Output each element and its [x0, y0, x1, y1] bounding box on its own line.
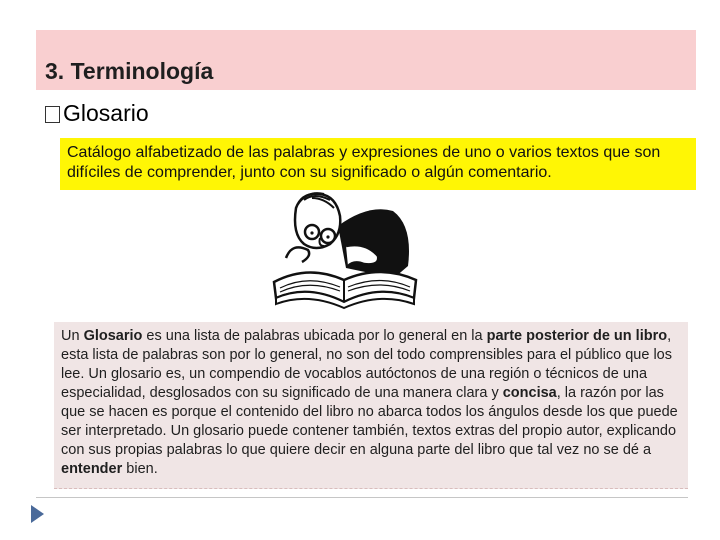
man-reading-book-icon: [268, 186, 420, 312]
body-bold-term: concisa: [502, 385, 557, 401]
definition-box: [60, 138, 696, 190]
body-text-run: , esta lista de palabras son por lo general, no son del todo comprensibles para el público que los lee. Un glosario es, un compendio de vocablos autóctonos de una región o técnicos de una especialidad, desglosados con su significado de una manera clara y: [61, 328, 672, 401]
title-band: [36, 30, 696, 90]
body-bold-term: entender: [61, 461, 123, 477]
bullet-item-glosario: [45, 100, 149, 127]
bullet-label: Glosario: [63, 100, 149, 126]
body-text-run: Un: [61, 328, 84, 344]
body-bold-term: Glosario: [83, 328, 143, 344]
body-text-box: [54, 322, 688, 489]
triangle-arrow-icon: [31, 505, 44, 523]
body-text-run: es una lista de palabras ubicada por lo general en la: [142, 328, 487, 344]
definition-text: Catálogo alfabetizado de las palabras y expresiones de uno o varios textos que son difíciles de comprender, junto con su significado o algún comentario.: [67, 144, 661, 181]
body-text-run: , la razón por las que se hacen es porque el contenido del libro no abarca todos los ángulos desde los que puede ser interpretado. Un glosario puede contener también, textos extras del propio autor, explicando con sus propias palabras lo que quiere decir en alguna parte del libro que tal vez no se dé a: [61, 385, 678, 458]
body-text-run: bien.: [122, 461, 158, 477]
square-bullet-icon: [45, 106, 60, 123]
body-paragraph: [61, 327, 681, 479]
slide-title: 3. Terminología: [45, 58, 214, 84]
body-bold-term: parte posterior de un libro: [486, 328, 668, 344]
footer-divider: [36, 497, 688, 498]
